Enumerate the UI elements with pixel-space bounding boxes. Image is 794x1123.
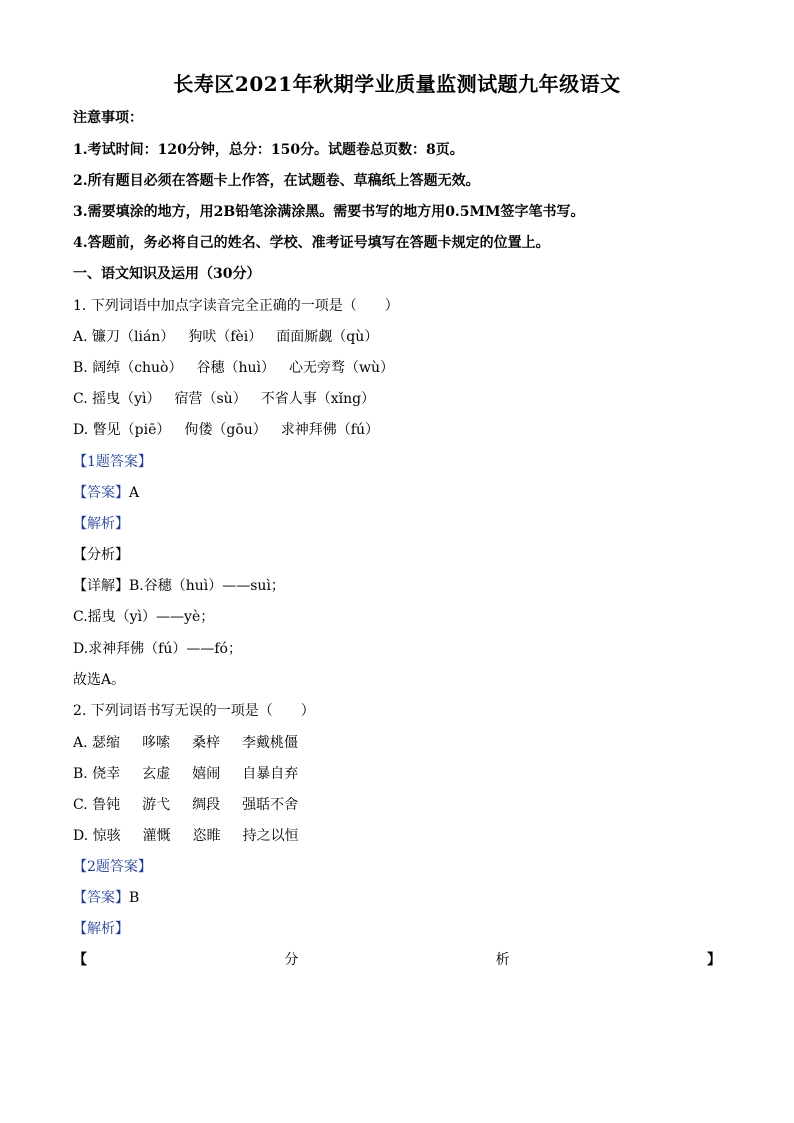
q1-option-b-word-3: 心无旁骛（wù） [289,360,395,376]
q1-answer-label: 【答案】 [73,485,129,501]
q2-option-a [73,733,298,753]
notice-item-4: 4.答题前，务必将自己的姓名、学校、准考证号填写在答题卡规定的位置上。 [73,235,550,251]
q2-answer-value: B [129,890,140,906]
q2-option-a-word-1: A. 瑟缩 [73,735,121,751]
q2-option-c-word-3: 绸段 [192,797,221,813]
q1-option-d-word-3: 求神拜佛（fú） [280,422,379,438]
q1-conclusion: 故选A。 [73,672,126,688]
q2-option-b-word-1: B. 侥幸 [73,766,121,782]
q1-option-d-word-1: D. 瞥见（piē） [73,422,171,438]
notice-item-1: 1.考试时间：120分钟，总分：150分。试题卷总页数：8页。 [73,142,464,158]
q2-option-d-word-1: D. 惊骇 [73,828,121,844]
q1-detail-first: B.谷穗（huì）——suì； [129,578,285,594]
q1-detail-label: 【详解】 [73,578,129,594]
q2-option-d-word-3: 恣睢 [192,828,221,844]
q2-option-d-word-4: 持之以恒 [242,828,299,844]
q2-option-b-word-2: 玄虚 [142,766,171,782]
q2-fenxi-close-bracket: 】 [706,952,721,968]
q1-fenxi-label: 【分析】 [73,547,129,563]
q1-option-c [73,389,375,409]
q1-analysis-label: 【解析】 [73,516,129,532]
q2-option-b [73,764,298,784]
q1-option-a-word-3: 面面厮觑（qù） [276,329,379,345]
q2-option-b-word-4: 自暴自弃 [242,766,299,782]
q2-option-c [73,795,298,815]
q2-analysis-label: 【解析】 [73,921,129,937]
q1-answer [73,483,139,503]
q1-detail-line-d: D.求神拜佛（fú）——fó； [73,641,242,657]
q2-option-d-word-2: 灌慨 [142,828,171,844]
q1-option-d-word-2: 佝偻（gōu） [184,422,267,438]
q1-option-b [73,358,394,378]
q2-fenxi-char-1: 分 [284,952,299,968]
q2-option-c-word-1: C. 鲁钝 [73,797,121,813]
q1-answer-value: A [129,485,140,501]
notice-item-3: 3.需要填涂的地方，用2B铅笔涂满涂黑。需要书写的地方用0.5MM签字笔书写。 [73,204,585,220]
q2-option-a-word-3: 桑梓 [192,735,221,751]
notice-item-2: 2.所有题目必须在答题卡上作答，在试题卷、草稿纸上答题无效。 [73,173,480,189]
q1-option-d [73,420,379,440]
q2-answer-label: 【答案】 [73,890,129,906]
q1-option-c-word-2: 宿营（sù） [174,391,247,407]
q1-option-c-word-1: C. 摇曳（yì） [73,391,161,407]
section-heading: 一、语文知识及运用（30分） [73,266,261,282]
q1-option-a-word-1: A. 镰刀（lián） [73,329,175,345]
q2-fenxi-row [73,950,721,970]
q2-answer [73,888,139,908]
q1-option-a-word-2: 狗吠（fèi） [188,329,263,345]
q1-answer-tag: 【1题答案】 [73,454,152,470]
q2-option-a-word-2: 哆嗦 [142,735,171,751]
q2-option-c-word-2: 游弋 [142,797,171,813]
q2-fenxi-char-2: 析 [495,952,510,968]
q2-option-d [73,826,299,846]
q2-option-a-word-4: 李戴桃僵 [242,735,299,751]
q1-option-a [73,327,378,347]
q1-option-b-word-2: 谷穗（huì） [196,360,276,376]
q2-fenxi-open-bracket: 【 [73,952,87,968]
q2-option-b-word-3: 嬉闹 [192,766,221,782]
q2-answer-tag: 【2题答案】 [73,859,152,875]
q1-detail-line-c: C.摇曳（yì）——yè； [73,609,215,625]
q1-detail [73,576,285,596]
q2-stem: 2. 下列词语书写无误的一项是（ ） [73,703,315,719]
q1-stem: 1. 下列词语中加点字读音完全正确的一项是（ ） [73,298,399,314]
page-title: 长寿区2021年秋期学业质量监测试题九年级语文 [173,72,621,96]
notice-heading: 注意事项： [73,110,143,126]
q1-option-c-word-3: 不省人事（xǐng） [260,391,376,407]
q1-option-b-word-1: B. 阔绰（chuò） [73,360,183,376]
q2-option-c-word-4: 强聒不舍 [242,797,299,813]
